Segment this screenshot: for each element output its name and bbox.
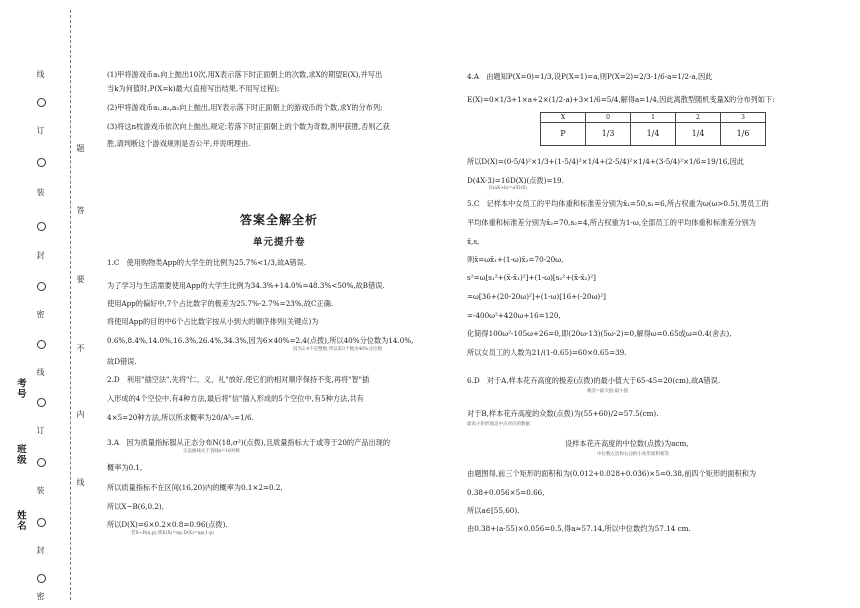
answer-6-line: 对于B,样本花卉高度的众数(点拨)为(55+60)/2=57.5(cm).: [467, 409, 659, 418]
table-header-cell: X: [541, 113, 586, 123]
answer-6-line: 设样本花卉高度的中位数(点拨)为acm,: [565, 439, 689, 448]
answer-5-line: 化简得100ω²-105ω+26=0,即(20ω-13)(5ω-2)=0,解得ω=0.65或ω=0.4(舍去),: [467, 329, 732, 338]
seal-char: 密: [36, 592, 45, 600]
answer-3-line: 所以D(X)=6×0.2×0.8=0.96(点拨).: [107, 520, 228, 529]
table-header-cell: 0: [586, 113, 631, 123]
answer-5-line: x̄,s,: [467, 237, 480, 246]
question-line: (1)甲将游戏币a₁向上抛出10次,用X表示落下时正面朝上的次数,求X的期望E(X),并写出: [107, 70, 383, 79]
answer-5-line: =-400ω²+420ω+16=120,: [467, 311, 561, 320]
name-label: 姓名: [14, 510, 26, 531]
question-line: (2)甲将游戏币a₁,a₂,a₃向上抛出,用Y表示落下时正面朝上的游戏币的个数,求Y的分布列;: [107, 103, 383, 112]
table-cell: 1/3: [586, 123, 631, 146]
seal-char: 封: [36, 251, 45, 259]
seal-char: 订: [36, 426, 45, 434]
answer-6-line: 由题图得,前三个矩形的面积和为(0.012+0.028+0.036)×5=0.38,前四个矩形的面积和为: [467, 469, 757, 478]
inner-char: 题: [76, 144, 85, 152]
answer-6-line: 6.D 对于A,样本花卉高度的极差(点拨)的最小值大于65-45=20(cm),故A错误.: [467, 376, 721, 385]
answer-6-note: 极差=最大值-最小值: [587, 389, 629, 394]
binding-hole: [37, 340, 46, 349]
answer-1-line: 将使用App的目的中6个占比数字按从小到大的顺序排列(关键点)为: [107, 317, 319, 326]
question-line: 当k为何值时,P(X=k)最大(直接写出结果,不用写过程);: [107, 84, 280, 93]
answer-5-line: 所以女员工的人数为21/(1-0.65)=60×0.65=39.: [467, 348, 627, 357]
unit-subtitle: 单元提升卷: [253, 237, 306, 248]
answer-6-line: 由0.38+(a-55)×0.056=0.5,得a≈57.14,所以中位数约为57.14 cm.: [467, 524, 691, 533]
table-header-cell: 2: [676, 113, 721, 123]
class-label: 班级: [14, 444, 26, 465]
inner-char: 线: [76, 478, 85, 486]
student-id-label: 考号: [14, 378, 26, 399]
binding-hole: [37, 458, 46, 467]
table-header-cell: 3: [721, 113, 766, 123]
answer-1-line: 1.C 使用购物类App的大学生的比例为25.7%<1/3,故A错误.: [107, 258, 307, 267]
binding-hole: [37, 518, 46, 527]
binding-margin: [0, 0, 95, 608]
answer-3-line: 3.A 因为质量指标服从正态分布N(18,σ²)(点拨),且质量指标大于或等于20的产品出现的: [107, 438, 391, 447]
inner-char: 答: [76, 206, 85, 214]
answer-5-line: s²=ω[s₁²+(x̄-x̄₁)²]+(1-ω)[s₂²+(x̄-x̄₂)²]: [467, 273, 596, 282]
seal-char: 订: [36, 126, 45, 134]
binding-hole: [37, 282, 46, 291]
seal-char: 线: [36, 368, 45, 376]
answer-1-line: 0.6%,8.4%,14.0%,16.3%,26.4%,34.3%,因为6×40%=2.4(点拨),所以40%分位数为14.0%,: [107, 336, 414, 345]
cut-line: [70, 10, 71, 600]
inner-char: 要: [76, 275, 85, 283]
answer-3-note: 正态曲线关于直线x=18对称: [183, 449, 241, 454]
answer-4-line: 4.A 由题知P(X=0)=1/3,设P(X=1)=a,则P(X=2)=2/3-1/6-a=1/2-a,因此: [467, 72, 713, 81]
binding-hole: [37, 398, 46, 407]
binding-hole: [37, 158, 46, 167]
answer-6-line: 所以a∈[55,60).: [467, 506, 520, 515]
seal-char: 密: [36, 310, 45, 318]
binding-hole: [37, 222, 46, 231]
table-header-cell: 1: [631, 113, 676, 123]
inner-char: 内: [76, 410, 85, 418]
answer-2-line: 4×5=20种方法,所以所求概率为20/A⁵₅=1/6.: [107, 413, 254, 422]
answer-4-line: D(4X-3)=16D(X)(点拨)=19.: [467, 176, 564, 185]
table-cell: 1/6: [721, 123, 766, 146]
distribution-table: [540, 112, 766, 146]
answer-6-note: 最高小矩形底边中点对应的数据: [467, 422, 530, 427]
seal-char: 装: [36, 188, 45, 196]
question-line: (3)将这n枚游戏币依次向上抛出,规定:若落下时正面朝上的个数为奇数,则甲获胜,否则乙获: [107, 122, 390, 131]
answer-title: 答案全解全析: [240, 213, 319, 227]
answer-1-line: 故D错误.: [107, 357, 137, 366]
answer-5-line: 5.C 记样本中女员工的平均体重和标准差分别为x̄₁=50,s₁=6,所占权重为ω(ω>0.5),男员工的: [467, 199, 769, 208]
answer-1-line: 使用App的偏好中,7个占比数字的极差为25.7%-2.7%=23%,故C正确.: [107, 299, 334, 308]
answer-5-line: =ω[36+(20-20ω)²]+(1-ω)[16+(-20ω)²]: [467, 292, 606, 301]
table-cell: 1/4: [631, 123, 676, 146]
answer-4-line: 所以D(X)=(0-5/4)²×1/3+(1-5/4)²×1/4+(2-5/4)²×1/4+(3-5/4)²×1/6=19/16,因此: [467, 157, 744, 166]
seal-char: 装: [36, 486, 45, 494]
answer-6-line: 0.38+0.056×5=0.66,: [467, 488, 545, 497]
answer-3-line: 概率为0.1,: [107, 463, 143, 472]
answer-4-note: D(aX+b)=a²D(X): [489, 186, 528, 191]
question-line: 胜,请判断这个游戏规则是否公平,并说明理由.: [107, 139, 251, 148]
answer-1-line: 为了学习与生活需要使用App的大学生比例为34.3%+14.0%=48.3%<50%,故B错误.: [107, 281, 385, 290]
table-cell: 1/4: [676, 123, 721, 146]
answer-2-line: 入形成的4个空位中,有4种方法,最后将"信"插入形成的5个空位中,有5种方法,共有: [107, 394, 364, 403]
answer-5-line: 则x̄=ωx̄₁+(1-ω)x̄₂=70-20ω,: [467, 255, 564, 264]
seal-char: 线: [36, 70, 45, 78]
answer-1-note: 因为2.4不是整数,所以第3个数为40%分位数: [293, 347, 382, 352]
answer-4-line: E(X)=0×1/3+1×a+2×(1/2-a)+3×1/6=5/4,解得a=1/4,因此离散型随机变量X的分布列如下:: [467, 95, 775, 104]
seal-char: 封: [36, 546, 45, 554]
binding-hole: [37, 574, 46, 583]
answer-3-note: 若X~B(n,p),则E(X)=np,D(X)=np(1-p): [131, 531, 215, 536]
table-cell: P: [541, 123, 586, 146]
answer-3-line: 所以质量指标不在区间(16,20)内的概率为0.1×2=0.2,: [107, 483, 283, 492]
answer-6-note: 中位数左边和右边的小矩形面积相等: [597, 452, 669, 457]
inner-char: 不: [76, 344, 85, 352]
answer-2-line: 2.D 利用"插空法",先将"仁、义、礼"放好,使它们的相对顺序保持不变,再将"智"插: [107, 375, 370, 384]
answer-5-line: 平均体重和标准差分别为x̄₂=70,s₂=4,所占权重为1-ω,全部员工的平均体重和标准差分别为: [467, 218, 756, 227]
answer-3-line: 所以X~B(6,0.2),: [107, 502, 164, 511]
binding-hole: [37, 98, 46, 107]
